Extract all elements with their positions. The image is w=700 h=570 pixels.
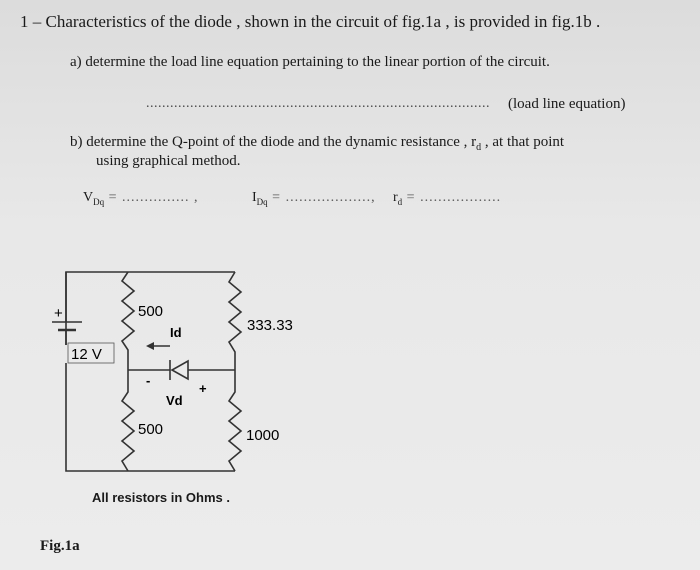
figure-label: Fig.1a bbox=[40, 538, 80, 554]
source-voltage-label: 12 V bbox=[71, 346, 102, 363]
diode-plus-sign: + bbox=[199, 381, 207, 396]
resistor-bottom-left-shape bbox=[122, 370, 134, 471]
question-part-b-line1: b) determine the Q-point of the diode and the dynamic resistance , $r_d$ , at that point bbox=[70, 134, 565, 153]
question-part-b-line2: using graphical method. bbox=[96, 153, 241, 169]
answer-idq: $I_{Dq}$ = ..................., bbox=[252, 190, 376, 207]
resistor-top-left-value: 500 bbox=[138, 303, 164, 320]
resistor-bottom-right-shape bbox=[229, 370, 241, 471]
resistor-top-right-value: 333.33 bbox=[247, 317, 293, 334]
resistor-bottom-left-value: 500 bbox=[138, 421, 164, 438]
diode-minus-sign: - bbox=[146, 373, 151, 388]
current-arrow-head bbox=[146, 342, 154, 350]
battery-plus-sign: + bbox=[54, 305, 63, 322]
question-title: 1 – Characteristics of the diode , shown in the circuit of fig.1a , is provided in fig.1b . bbox=[20, 12, 601, 31]
load-line-label: (load line equation) bbox=[508, 96, 626, 112]
resistor-top-left-shape bbox=[122, 272, 134, 370]
question-part-a: a) determine the load line equation pertaining to the linear portion of the circuit. bbox=[70, 54, 550, 70]
answer-vdq: $V_{Dq}$ = ............... , bbox=[83, 190, 199, 207]
resistor-top-right-shape bbox=[229, 272, 241, 370]
current-label: Id bbox=[170, 325, 182, 340]
diode-triangle bbox=[172, 361, 188, 379]
answer-blank-load-line: ...................................................................................... bbox=[146, 96, 490, 111]
circuit-note: All resistors in Ohms . bbox=[92, 490, 230, 505]
resistor-bottom-right-value: 1000 bbox=[246, 427, 280, 444]
wire-left-bottom bbox=[66, 363, 235, 471]
answer-rd: $r_d$ = .................. bbox=[393, 190, 502, 207]
diode-voltage-label: Vd bbox=[166, 393, 183, 408]
